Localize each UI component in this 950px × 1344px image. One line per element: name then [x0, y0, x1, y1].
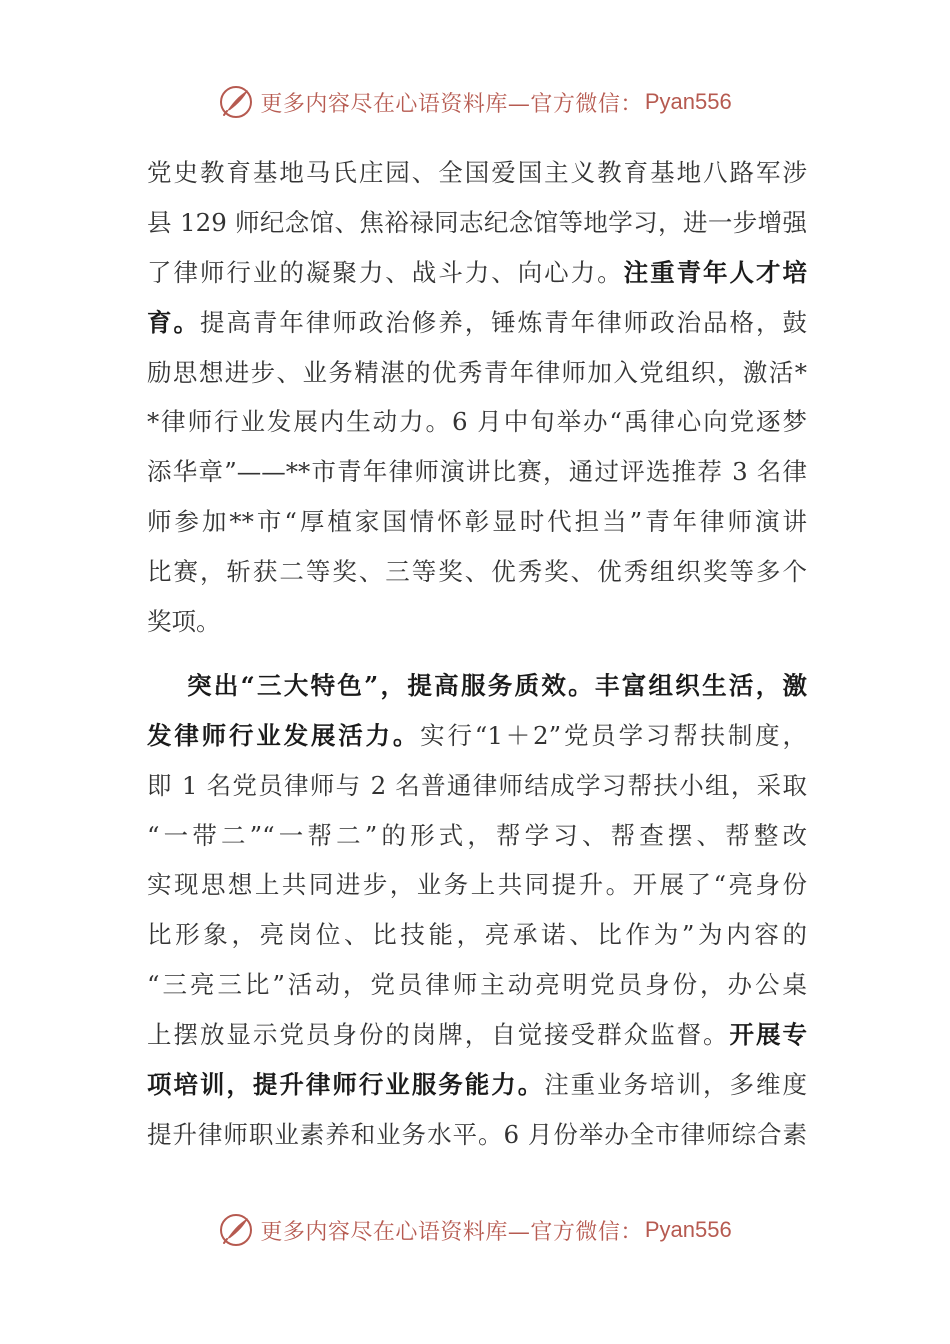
text-line [147, 661, 807, 711]
text-line: 育。提高青年律师政治修养，锤炼青年律师政治品格，鼓 [147, 307, 808, 337]
text-line: 励思想进步、业务精湛的优秀青年律师加入党组织，激活* [147, 357, 807, 387]
quill-logo-icon [218, 1212, 254, 1248]
text-line: 党史教育基地马氏庄园、全国爱国主义教育基地八路军涉 [147, 158, 807, 187]
paragraph-2 [147, 661, 807, 1160]
text-line: 比赛，斩获二等奖、三等奖、优秀奖、优秀组织奖等多个 [147, 557, 807, 587]
header-banner [0, 82, 950, 122]
banner-wechat-id: Pyan556 [644, 1217, 732, 1242]
text-line: 了律师行业的凝聚力、战斗力、向心力。注重青年人才培 [147, 257, 807, 287]
text-line: 提升律师职业素养和业务水平。6 月份举办全市律师综合素 [147, 1119, 807, 1149]
text-line: 添华章”——**市青年律师演讲比赛，通过评选推荐 3 名律 [147, 457, 807, 487]
text-line: *律师行业发展内生动力。6 月中旬举办“禹律心向党逐梦 [147, 407, 807, 437]
document-body [147, 148, 807, 1160]
text-line: 师参加**市“厚植家国情怀彰显时代担当”青年律师演讲 [147, 507, 807, 537]
banner-text: 更多内容尽在心语资料库—官方微信： [260, 1219, 643, 1245]
bold-heading: 项培训，提升律师行业服务能力。 [147, 1070, 545, 1100]
bold-heading: 发律师行业发展活力。 [147, 720, 421, 750]
bold-heading: 注重青年人才培 [623, 257, 807, 287]
text-line: “三亮三比”活动，党员律师主动亮明党员身份，办公桌 [147, 970, 807, 1000]
paragraph-1 [147, 148, 807, 647]
text-line: 即 1 名党员律师与 2 名普通律师结成学习帮扶小组，采取 [147, 770, 807, 800]
text-line: 上摆放显示党员身份的岗牌，自觉接受群众监督。开展专 [147, 1020, 808, 1050]
bold-heading: 开展专 [729, 1020, 808, 1050]
quill-logo-icon [218, 84, 254, 120]
text-line: 比形象，亮岗位、比技能，亮承诺、比作为”为内容的 [147, 920, 807, 950]
footer-banner [0, 1210, 950, 1250]
text-line: 发律师行业发展活力。实行“1＋2”党员学习帮扶制度， [147, 720, 808, 750]
text-line: 奖项。 [147, 607, 221, 637]
banner-wechat-id: Pyan556 [644, 89, 732, 114]
text-line: “一带二”“一帮二”的形式，帮学习、帮查摆、帮整改 [147, 820, 807, 850]
bold-heading: 育。 [147, 307, 200, 337]
text-line: 县 129 师纪念馆、焦裕禄同志纪念馆等地学习，进一步增强 [147, 207, 807, 237]
bold-heading: 突出“三大特色”，提高服务质效。丰富组织生活，激 [187, 670, 807, 700]
banner-text: 更多内容尽在心语资料库—官方微信： [260, 91, 643, 117]
text-line: 项培训，提升律师行业服务能力。注重业务培训，多维度 [147, 1070, 807, 1100]
text-line: 实现思想上共同进步，业务上共同提升。开展了“亮身份 [147, 870, 807, 900]
